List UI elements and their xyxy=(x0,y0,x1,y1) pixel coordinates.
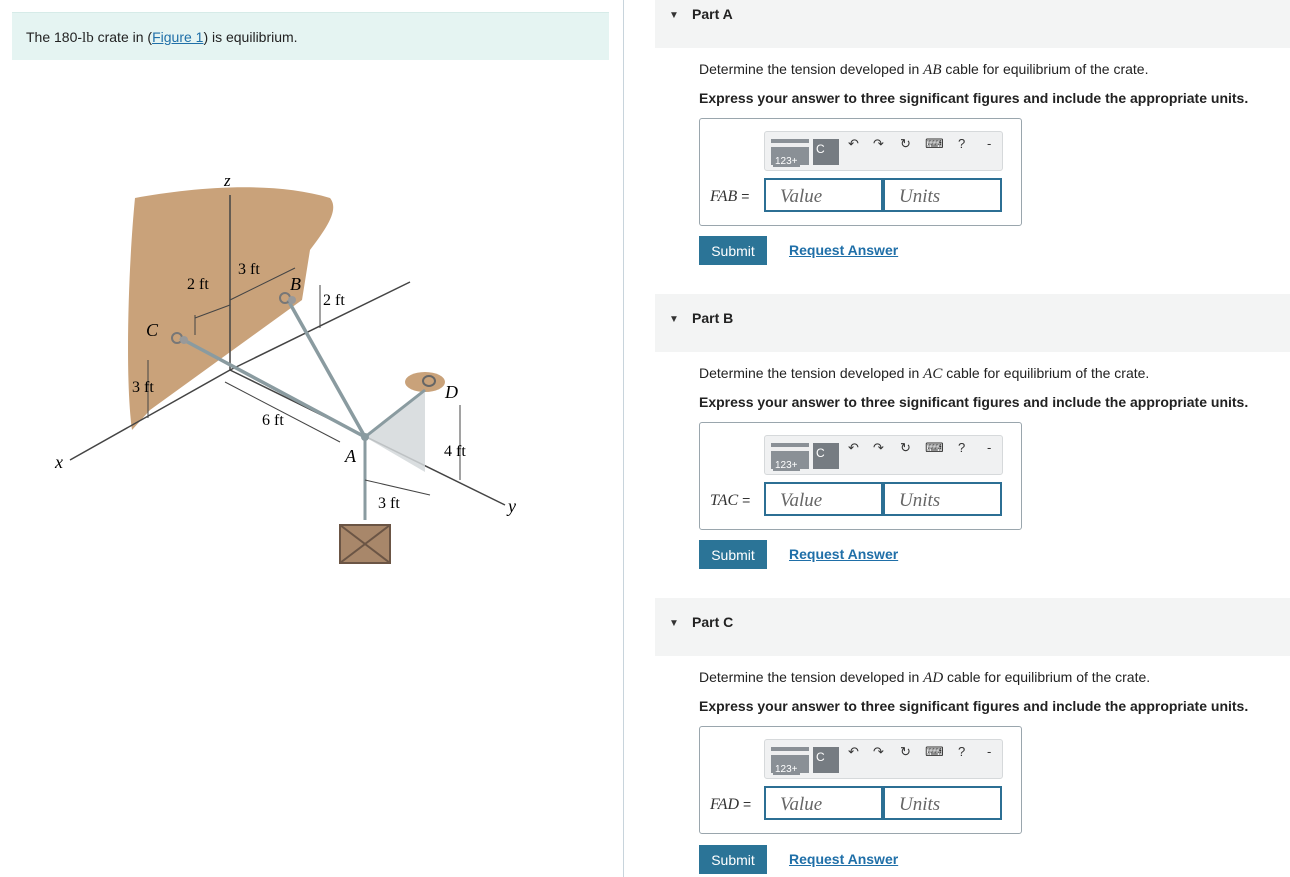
part-a-var-sub: AB xyxy=(717,188,738,205)
part-c-question xyxy=(699,669,1150,687)
part-a-header[interactable] xyxy=(655,0,1290,48)
undo-icon[interactable]: ↶ xyxy=(848,744,859,759)
part-c-answer-box xyxy=(699,726,1022,834)
keyboard-icon[interactable]: ⌨ xyxy=(925,136,944,151)
part-a-answer-box xyxy=(699,118,1022,226)
redo-icon[interactable]: ↷ xyxy=(873,136,884,151)
part-c-question-suffix: cable for equilibrium of the crate. xyxy=(943,669,1151,685)
label-y: y xyxy=(508,496,516,516)
label-d: D xyxy=(445,382,458,402)
part-b-equals: = xyxy=(742,492,751,508)
help-icon[interactable]: ? xyxy=(958,744,966,759)
minus-icon[interactable]: - xyxy=(987,744,992,759)
problem-statement xyxy=(12,12,609,60)
part-c-equals: = xyxy=(743,796,752,812)
part-b-question-prefix: Determine the tension developed in xyxy=(699,365,924,381)
label-6ft: 6 ft xyxy=(262,412,284,429)
part-b-question xyxy=(699,365,1149,383)
part-b-toolbar xyxy=(764,435,1003,475)
part-b-question-suffix: cable for equilibrium of the crate. xyxy=(942,365,1150,381)
c-icon[interactable]: C xyxy=(813,139,839,165)
reset-icon[interactable]: ↻ xyxy=(900,440,911,455)
minus-icon[interactable]: - xyxy=(987,136,992,151)
redo-icon[interactable]: ↷ xyxy=(873,744,884,759)
part-a-question xyxy=(699,61,1148,79)
reset-icon[interactable]: ↻ xyxy=(900,744,911,759)
part-b-var-sub: AC xyxy=(717,492,739,509)
intro-prefix: The 180- xyxy=(26,29,83,45)
caret-down-icon[interactable]: ▼ xyxy=(669,314,679,325)
label-4ft: 4 ft xyxy=(444,443,466,460)
part-a-instruction: Express your answer to three significant figures and include the appropriate units. xyxy=(699,90,1249,106)
reset-icon[interactable]: ↻ xyxy=(900,136,911,151)
part-b-request-answer-link[interactable]: Request Answer xyxy=(789,546,899,562)
part-c-variable-label xyxy=(710,796,751,814)
part-c-units-input[interactable] xyxy=(883,786,1002,820)
part-b-variable-label xyxy=(710,492,750,510)
part-a-toolbar xyxy=(764,131,1003,171)
ring-a xyxy=(361,433,369,441)
part-a-submit-button[interactable]: Submit xyxy=(699,236,767,265)
caret-down-icon[interactable]: ▼ xyxy=(669,618,679,629)
part-b-cable: AC xyxy=(923,366,943,382)
part-a-question-suffix: cable for equilibrium of the crate. xyxy=(941,61,1149,77)
label-3ft-top: 3 ft xyxy=(238,261,260,278)
part-a-cable: AB xyxy=(923,62,942,78)
part-c-var-main: F xyxy=(710,796,718,813)
undo-icon[interactable]: ↶ xyxy=(848,440,859,455)
part-b-value-input[interactable] xyxy=(764,482,883,516)
intro-unit: lb xyxy=(82,30,94,46)
figure-link[interactable]: Figure 1 xyxy=(152,29,204,45)
undo-icon[interactable]: ↶ xyxy=(848,136,859,151)
label-2ft-right: 2 ft xyxy=(323,292,345,309)
dim-line-3ft-bottom xyxy=(365,480,430,495)
templates-icon[interactable] xyxy=(771,443,809,469)
templates-icon[interactable] xyxy=(771,139,809,165)
problem-figure xyxy=(40,150,516,585)
minus-icon[interactable]: - xyxy=(987,440,992,455)
label-3ft-bottom: 3 ft xyxy=(378,495,400,512)
part-a-question-prefix: Determine the tension developed in xyxy=(699,61,924,77)
part-c-toolbar xyxy=(764,739,1003,779)
part-a-value-input[interactable] xyxy=(764,178,883,212)
part-c-value-input[interactable] xyxy=(764,786,883,820)
part-a-request-answer-link[interactable]: Request Answer xyxy=(789,242,899,258)
label-x: x xyxy=(55,452,63,472)
part-c-cable: AD xyxy=(923,670,944,686)
help-icon[interactable]: ? xyxy=(958,136,966,151)
part-c-header[interactable] xyxy=(655,598,1290,656)
part-a-var-main: F xyxy=(710,188,718,205)
part-b-var-main: T xyxy=(710,492,718,509)
part-b-header[interactable] xyxy=(655,294,1290,352)
bolt-c-head xyxy=(180,336,188,344)
part-a-title: Part A xyxy=(692,6,733,22)
c-icon[interactable]: C xyxy=(813,747,839,773)
c-icon[interactable]: C xyxy=(813,443,839,469)
label-z: z xyxy=(224,171,231,190)
ceiling-pad xyxy=(405,372,445,392)
intro-middle: crate in ( xyxy=(93,29,153,45)
problem-pane xyxy=(0,0,624,877)
part-b-instruction: Express your answer to three significant figures and include the appropriate units. xyxy=(699,394,1249,410)
keyboard-icon[interactable]: ⌨ xyxy=(925,440,944,455)
keyboard-icon[interactable]: ⌨ xyxy=(925,744,944,759)
part-a-variable-label xyxy=(710,188,749,206)
part-b-title: Part B xyxy=(692,310,734,326)
part-c-var-sub: AD xyxy=(717,796,740,813)
label-c: C xyxy=(146,320,159,340)
templates-label: 123+ xyxy=(775,460,798,471)
part-b-answer-box xyxy=(699,422,1022,530)
label-3ft-wall: 3 ft xyxy=(132,379,154,396)
part-c-title: Part C xyxy=(692,614,734,630)
part-a-units-input[interactable] xyxy=(883,178,1002,212)
templates-icon[interactable] xyxy=(771,747,809,773)
part-c-submit-button[interactable]: Submit xyxy=(699,845,767,874)
redo-icon[interactable]: ↷ xyxy=(873,440,884,455)
part-c-instruction: Express your answer to three significant figures and include the appropriate units. xyxy=(699,698,1249,714)
figure-svg xyxy=(40,150,516,580)
answer-pane xyxy=(625,0,1290,877)
part-c-request-answer-link[interactable]: Request Answer xyxy=(789,851,899,867)
help-icon[interactable]: ? xyxy=(958,440,966,455)
part-a-equals: = xyxy=(741,188,750,204)
templates-label: 123+ xyxy=(775,764,798,775)
label-2ft-left: 2 ft xyxy=(187,276,209,293)
label-a: A xyxy=(345,446,356,466)
bolt-b-head xyxy=(288,296,296,304)
label-b: B xyxy=(290,274,301,294)
part-b-units-input[interactable] xyxy=(883,482,1002,516)
caret-down-icon[interactable]: ▼ xyxy=(669,10,679,21)
part-b-submit-button[interactable]: Submit xyxy=(699,540,767,569)
part-c-question-prefix: Determine the tension developed in xyxy=(699,669,924,685)
templates-label: 123+ xyxy=(775,156,798,167)
intro-suffix: ) is equilibrium. xyxy=(203,29,298,45)
